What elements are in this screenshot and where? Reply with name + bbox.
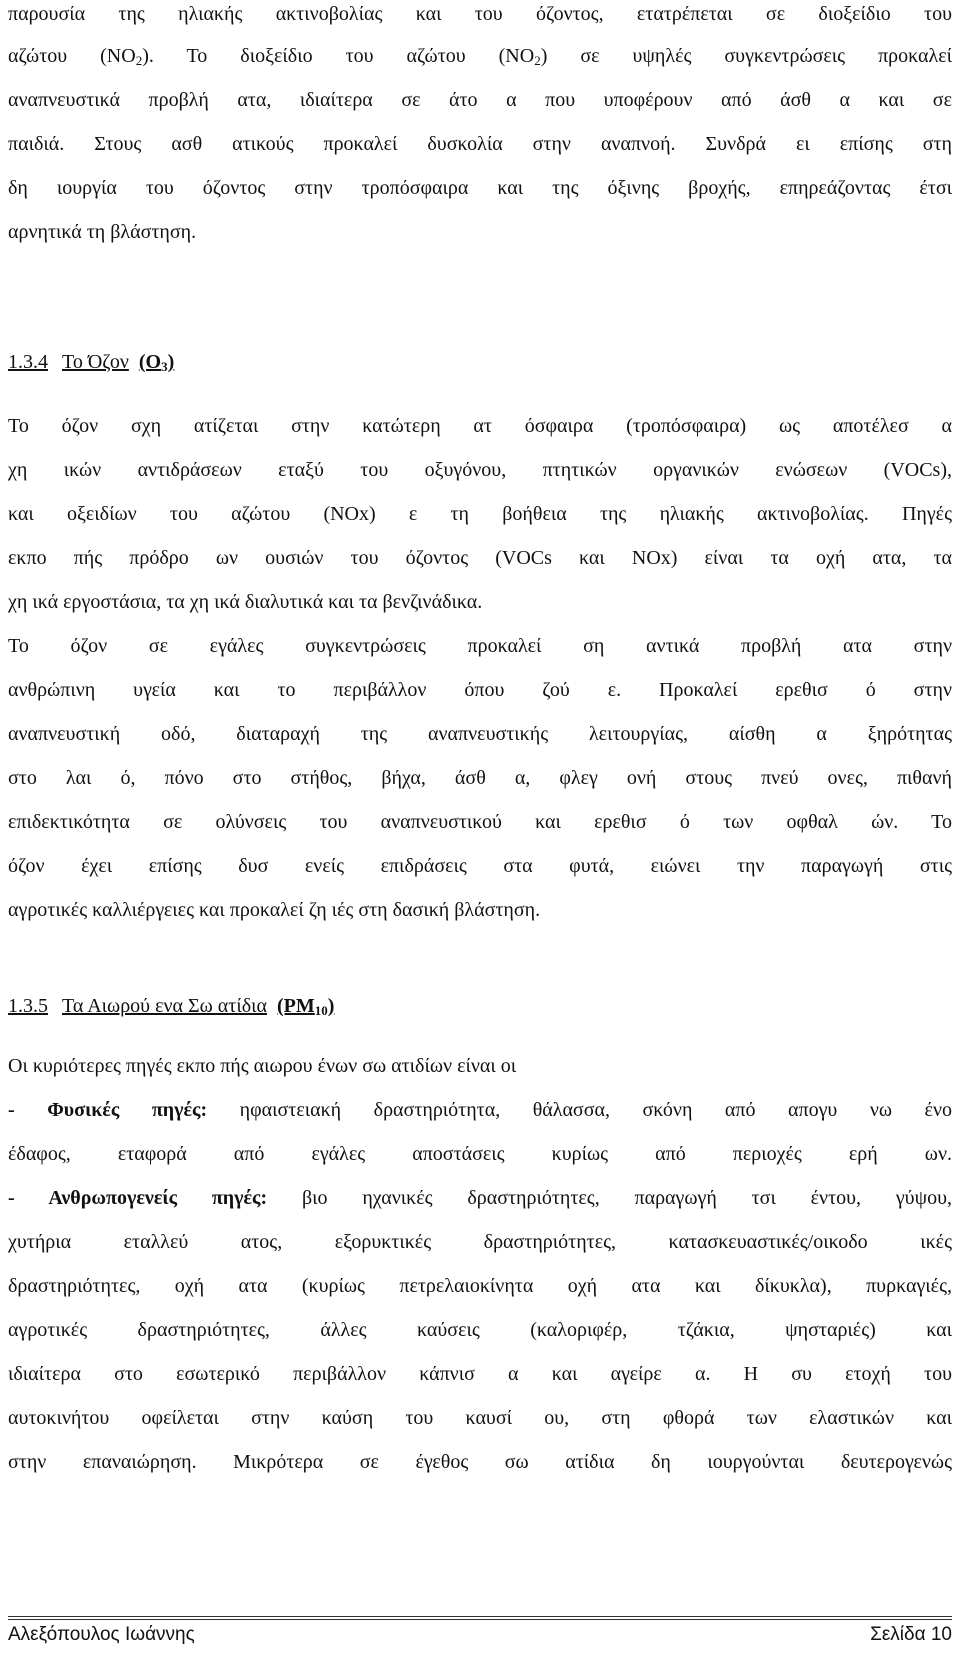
section-symbol: $(PM_{10})$ <box>277 995 335 1018</box>
paragraph-line: - Φυσικές πηγές: ηφαιστειακή δραστηριότητα, θάλασσα, σκόνη από απογυ νω ένο <box>8 1099 953 1121</box>
paragraph-line: χη ικά εργοστάσια, τα χη ικά διαλυτικά και τα βενζινάδικα. <box>8 591 483 613</box>
natural-sources-label: Φυσικές πηγές: <box>47 1099 208 1121</box>
paragraph-line: Οι κυριότερες πηγές εκπο πής αιωρου ένων σω ατιδίων είναι οι <box>8 1055 517 1077</box>
section-heading-1-3-5 <box>8 986 334 1026</box>
paragraph-line: αυτοκινήτου οφείλεται στην καύση του καυσί ου, στη φθορά των ελαστικών και <box>8 1407 952 1429</box>
paragraph-line: χυτήρια εταλλεύ ατος, εξορυκτικές δραστηριότητες, κατασκευαστικές/οικοδο ικές <box>8 1231 952 1253</box>
paragraph-line: ιδιαίτερα στο εσωτερικό περιβάλλον κάπνισ α και αγείρε α. Η συ ετοχή του <box>8 1363 952 1385</box>
paragraph-line: χη ικών αντιδράσεων εταξύ του οξυγόνου, πτητικών οργανικών ενώσεων (VOCs), <box>8 459 952 481</box>
paragraph-line: και οξειδίων του αζώτου (NOx) ε τη βοήθεια της ηλιακής ακτινοβολίας. Πηγές <box>8 503 952 525</box>
section-symbol: $(O_3)$ <box>138 351 175 374</box>
paragraph-line: παιδιά. Στους ασθ ατικούς προκαλεί δυσκολία στην αναπνοή. Συνδρά ει επίσης στη <box>8 133 952 155</box>
footer-author: Αλεξόπουλος Ιωάννης <box>8 1624 195 1645</box>
section-number: 1.3.5 <box>8 995 48 1017</box>
paragraph-line: δη ιουργία του όζοντος στην τροπόσφαιρα και της όξινης βροχής, επηρεάζοντας έτσι <box>8 177 952 199</box>
paragraph-line: Το όζον σε εγάλες συγκεντρώσεις προκαλεί ση αντικά προβλή ατα στην <box>8 635 952 657</box>
page-footer <box>8 1620 952 1650</box>
paragraph-line: στην επαναιώρηση. Μικρότερα σε έγεθος σω ατίδια δη ιουργούνται δευτερογενώς <box>8 1451 952 1473</box>
section-title: Τα Αιωρού ενα Σω ατίδια <box>62 995 267 1017</box>
paragraph-line: αρνητικά τη βλάστηση. <box>8 221 197 243</box>
paragraph-line: αναπνευστική οδό, διαταραχή της αναπνευστικής λειτουργίας, αίσθη α ξηρότητας <box>8 723 952 745</box>
paragraph-line: δραστηριότητες, οχή ατα (κυρίως πετρελαιοκίνητα οχή ατα και δίκυκλα), πυρκαγιές, <box>8 1275 952 1297</box>
paragraph-line: στο λαι ό, πόνο στο στήθος, βήχα, άσθ α, φλεγ ονή στους πνεύ ονες, πιθανή <box>8 767 952 789</box>
paragraph-line: Το όζον σχη ατίζεται στην κατώτερη ατ όσφαιρα (τροπόσφαιρα) ως αποτέλεσ α <box>8 415 952 437</box>
paragraph-line: αζώτου $(NO_2)$. Το διοξείδιο του αζώτου $(NO_2)$ σε υψηλές συγκεντρώσεις προκαλεί <box>8 45 953 68</box>
anthropogenic-sources-label: Ανθρωπογενείς πηγές: <box>48 1187 268 1209</box>
paragraph-line: αναπνευστικά προβλή ατα, ιδιαίτερα σε άτο α που υποφέρουν από άσθ α και σε <box>8 89 952 111</box>
section-title: Το Όζον <box>62 351 129 373</box>
paragraph-line: ανθρώπινη υγεία και το περιβάλλον όπου ζού ε. Προκαλεί ερεθισ ό στην <box>8 679 952 701</box>
paragraph-line: όζον έχει επίσης δυσ ενείς επιδράσεις στα φυτά, ειώνει την παραγωγή στις <box>8 855 952 877</box>
footer-page-number: Σελίδα 10 <box>870 1624 952 1645</box>
section-heading-1-3-4 <box>8 342 174 382</box>
paragraph-line: - Ανθρωπογενείς πηγές: βιο ηχανικές δραστηριότητες, παραγωγή τσι έντου, γύψου, <box>8 1187 953 1209</box>
paragraph-line: εκπο πής πρόδρο ων ουσιών του όζοντος (VOCs και NOx) είναι τα οχή ατα, τα <box>8 547 952 569</box>
paragraph-line: παρουσία της ηλιακής ακτινοβολίας και του όζοντος, ετατρέπεται σε διοξείδιο του <box>8 3 952 25</box>
paragraph-line: έδαφος, εταφορά από εγάλες αποστάσεις κυρίως από περιοχές ερή ων. <box>8 1143 952 1165</box>
paragraph-line: αγροτικές δραστηριότητες, άλλες καύσεις (καλοριφέρ, τζάκια, ψησταριές) και <box>8 1319 952 1341</box>
section-number: 1.3.4 <box>8 351 48 373</box>
paragraph-line: επιδεκτικότητα σε ολύνσεις του αναπνευστικού και ερεθισ ό των οφθαλ ών. Το <box>8 811 952 833</box>
paragraph-line: αγροτικές καλλιέργειες και προκαλεί ζη ιές στη δασική βλάστηση. <box>8 899 541 921</box>
